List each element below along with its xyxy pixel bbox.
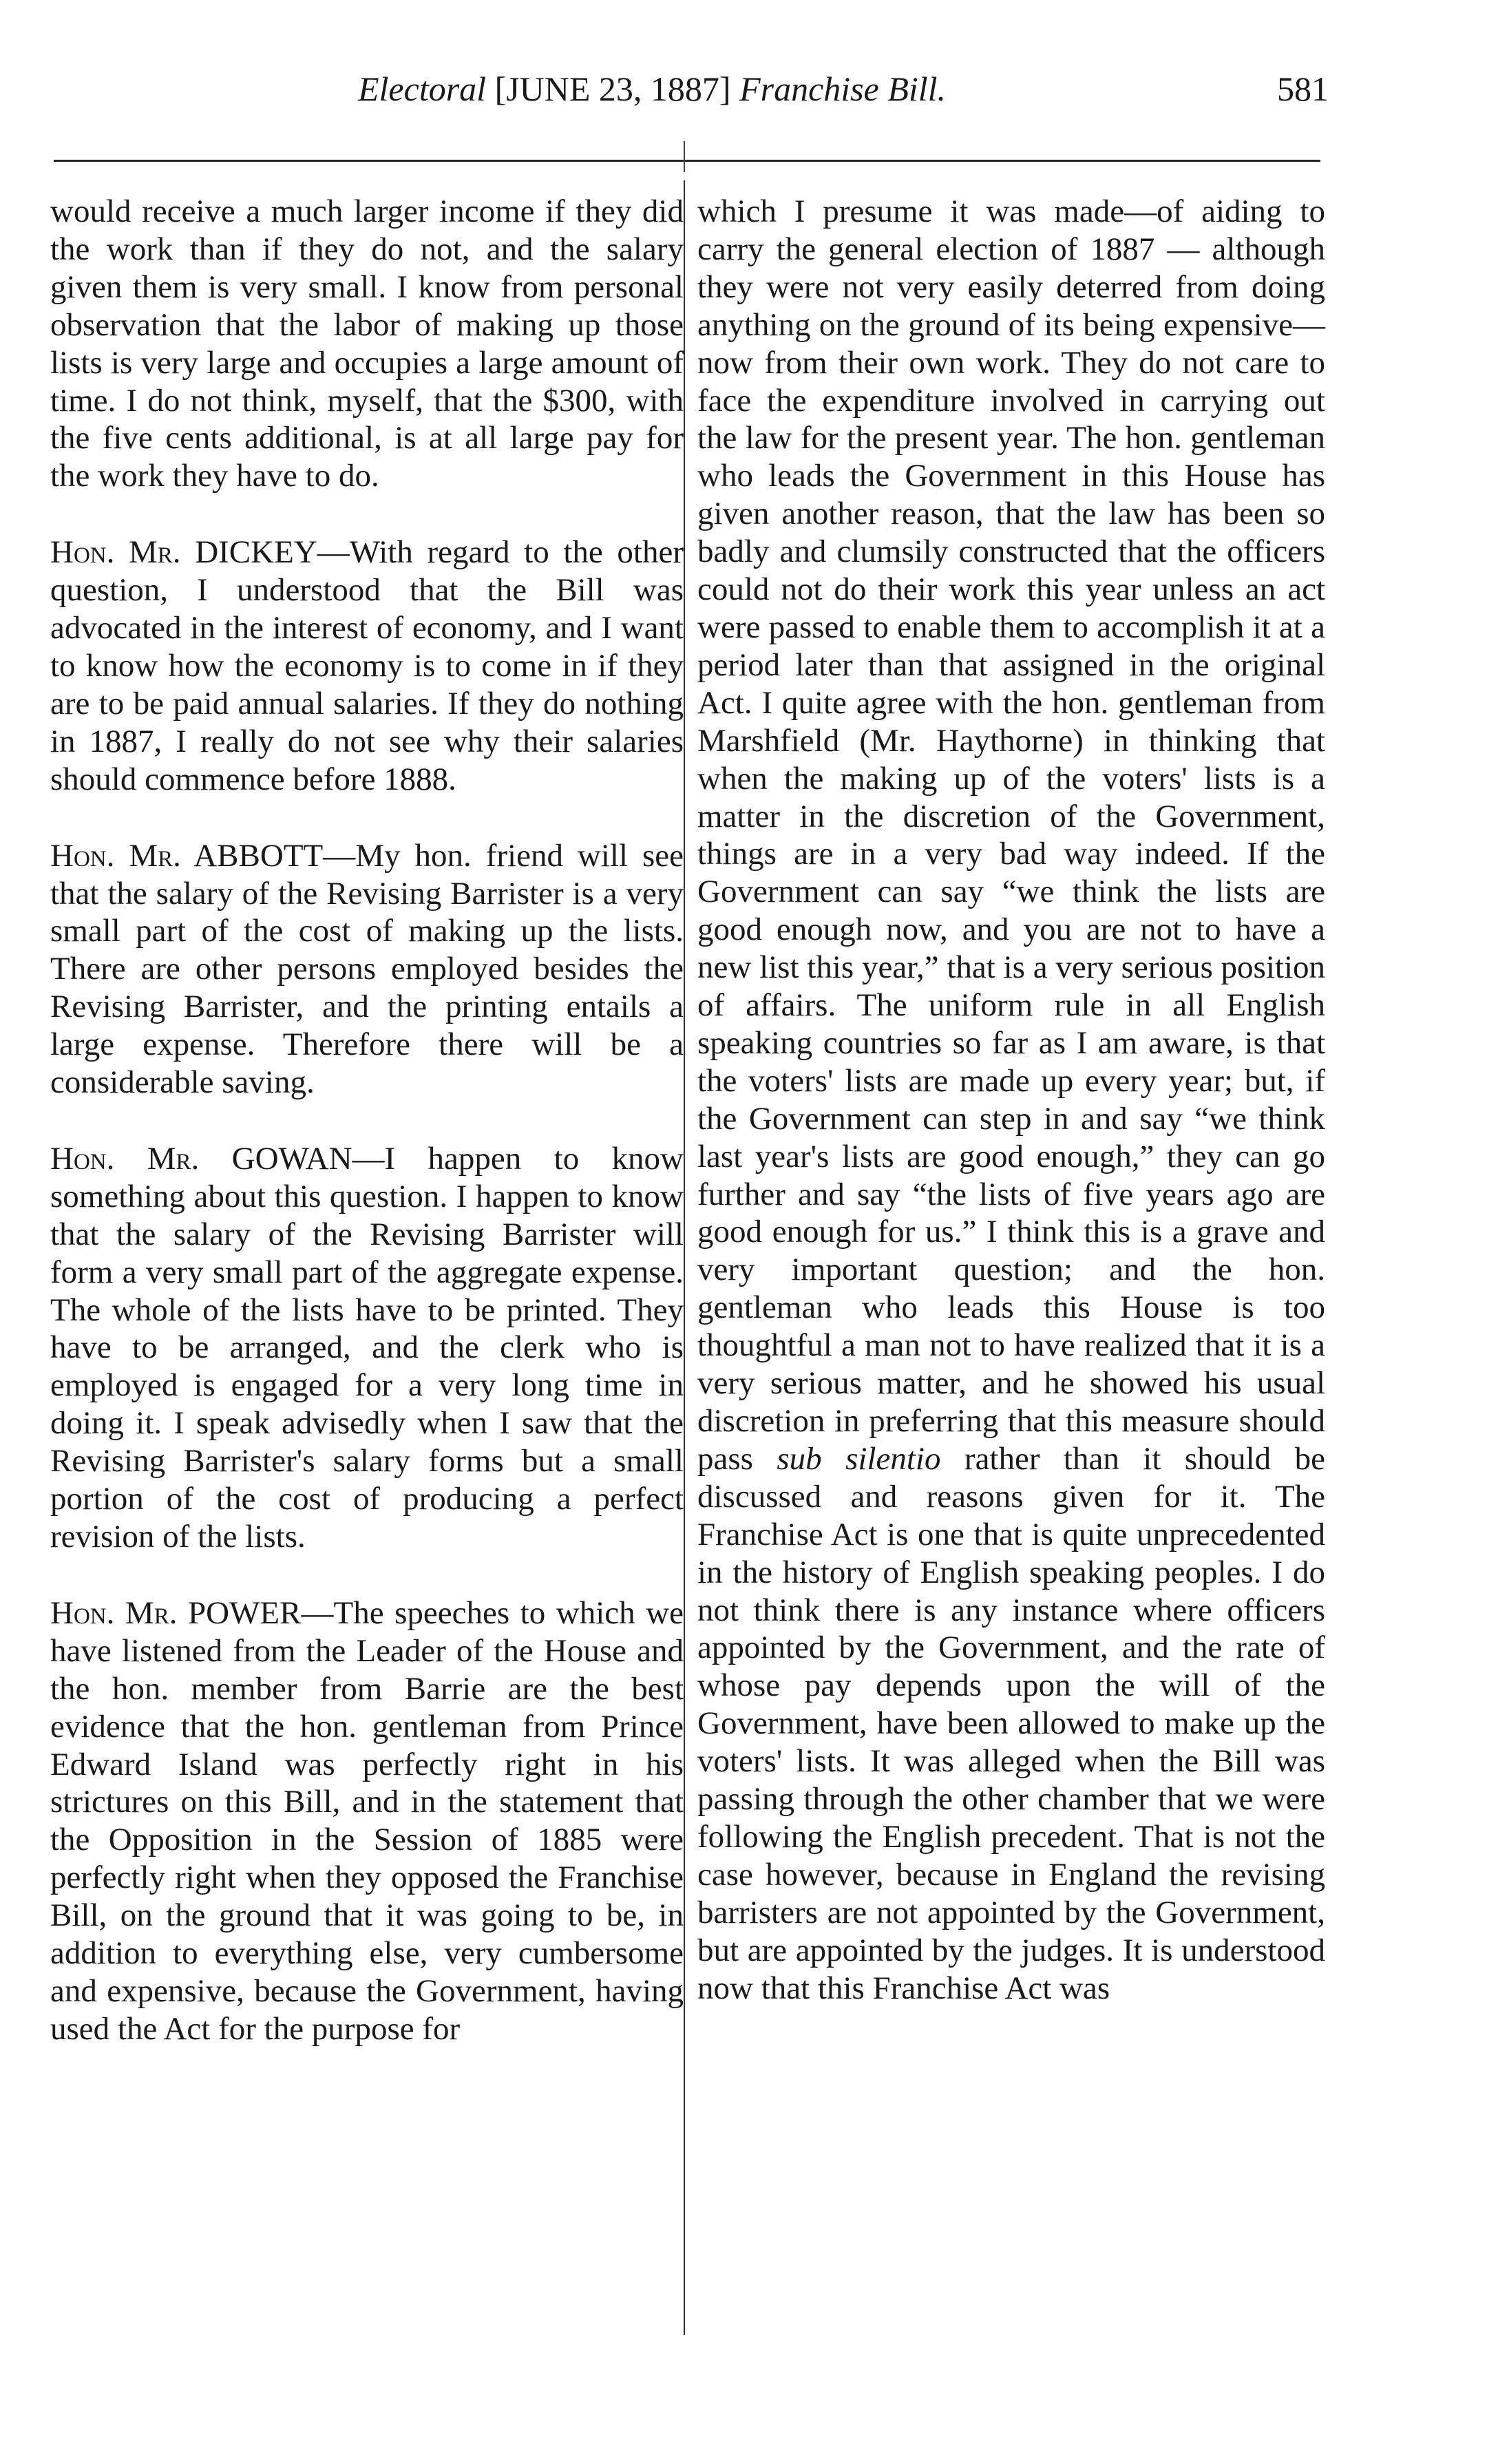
paragraph-gowan [50,1140,684,1556]
header-rule [54,160,1320,162]
speech-power: —The speeches to which we have listened from the Leader of the House and the hon. member from Barrie are the best evidence that the hon. gentleman from Prince Edward Island was perfectly right in his strictures on this Bill, and in the statement that the Opposition in the Session of 1885 were perfectly right when they opposed the Franchise Bill, on the ground that it was going to be, in addition to everything else, very cumbersome and expensive, because the Government, having used the Act for the purpose for [50,1594,684,2047]
column-divider [684,180,685,2335]
speech-power-continued-2: rather than it should be discussed and reasons given for it. The Franchise Act is one that is quite unprecedented in the history of English speaking peoples. I do not think there is any instance where officers appointed by the Government, and the rate of whose pay depends upon the will of the Government, have been allowed to make up the voters' lists. It was alleged when the Bill was passing through the other chamber that we were following the English precedent. That is not the case however, because in England the revising barristers are not appointed by the Government, but are appointed by the judges. It is understood now that this Franchise Act was [697,1440,1325,2006]
left-column [50,193,684,2048]
paragraph-power [50,1594,684,2048]
speech-dickey: —With regard to the other question, I understood that the Bill was advocated in the interest of economy, and I want to know how the economy is to come in if they are to be paid annual salaries. If they do nothing in 1887, I really do not see why their salaries should commence before 1888. [50,534,684,797]
speech-gowan: —I happen to know something about this question. I happen to know that the salary of the Revising Barrister will form a very small part of the aggregate expense. The whole of the lists have to be printed. They have to be arranged, and the clerk who is employed is engaged for a very long time in doing it. I speak advisedly when I saw that the Revising Barrister's salary forms but a small portion of the cost of producing a perfect revision of the lists. [50,1140,684,1555]
title-franchise-bill: Franchise Bill. [739,70,947,108]
paragraph-power-continued [697,193,1325,2008]
title-date: [JUNE 23, 1887] [486,70,740,108]
paragraph-continuation: would receive a much larger income if they did the work than if they do not, and the salary given them is very small. I know from personal observation that the labor of making up those lists is very large and occupies a large amount of time. I do not think, myself, that the $300, with the five cents additional, is at all large pay for the work they have to do. [50,193,684,494]
right-column [697,193,1325,2008]
speaker-abbott: Hon. Mr. ABBOTT [50,837,324,874]
paragraph-dickey [50,534,684,798]
latin-phrase: sub silentio [777,1440,941,1477]
speaker-power: Hon. Mr. POWER [50,1594,302,1631]
title-electoral: Electoral [358,70,487,108]
speech-power-continued-1: which I presume it was made—of aiding to carry the general election of 1887 — although they were not very easily deterred from doing anything on the ground of its being expensive—now from their own work. They do not care to face the expenditure involved in carrying out the law for the present year. The hon. gentleman who leads the Government in this House has given another reason, that the law has been so badly and clumsily constructed that the officers could not do their work this year unless an act were passed to enable them to accomplish it at a period later than that assigned in the original Act. I quite agree with the hon. gentleman from Marshfield (Mr. Haythorne) in thinking that when the making up of the voters' lists is a matter in the discretion of the Government, things are in a very bad way indeed. If the Government can say “we think the lists are good enough now, and you are not to have a new list this year,” that is a very serious position of affairs. The uniform rule in all English speaking countries so far as I am aware, is that the voters' lists are made up every year; but, if the Government can step in and say “we think last year's lists are good enough,” they can go further and say “the lists of five years ago are good enough for us.” I think this is a grave and very important question; and the hon. gentleman who leads this House is too thoughtful a man not to have realized that it is a very serious matter, and he showed his usual discretion in preferring that this measure should pass [697,193,1325,1477]
running-title [358,69,946,109]
paragraph-abbott [50,837,684,1102]
page-number: 581 [1277,70,1329,108]
speaker-dickey: Hon. Mr. DICKEY [50,534,317,571]
column-divider-top [684,141,685,172]
running-header [0,69,1487,124]
speaker-gowan: Hon. Mr. GOWAN [50,1140,352,1177]
speech-abbott: —My hon. friend will see that the salary of the Revising Barrister is a very small part of the cost of making up the lists. There are other persons employed besides the Revising Barrister, and the printing entails a large expense. Therefore there will be a considerable saving. [50,837,684,1101]
